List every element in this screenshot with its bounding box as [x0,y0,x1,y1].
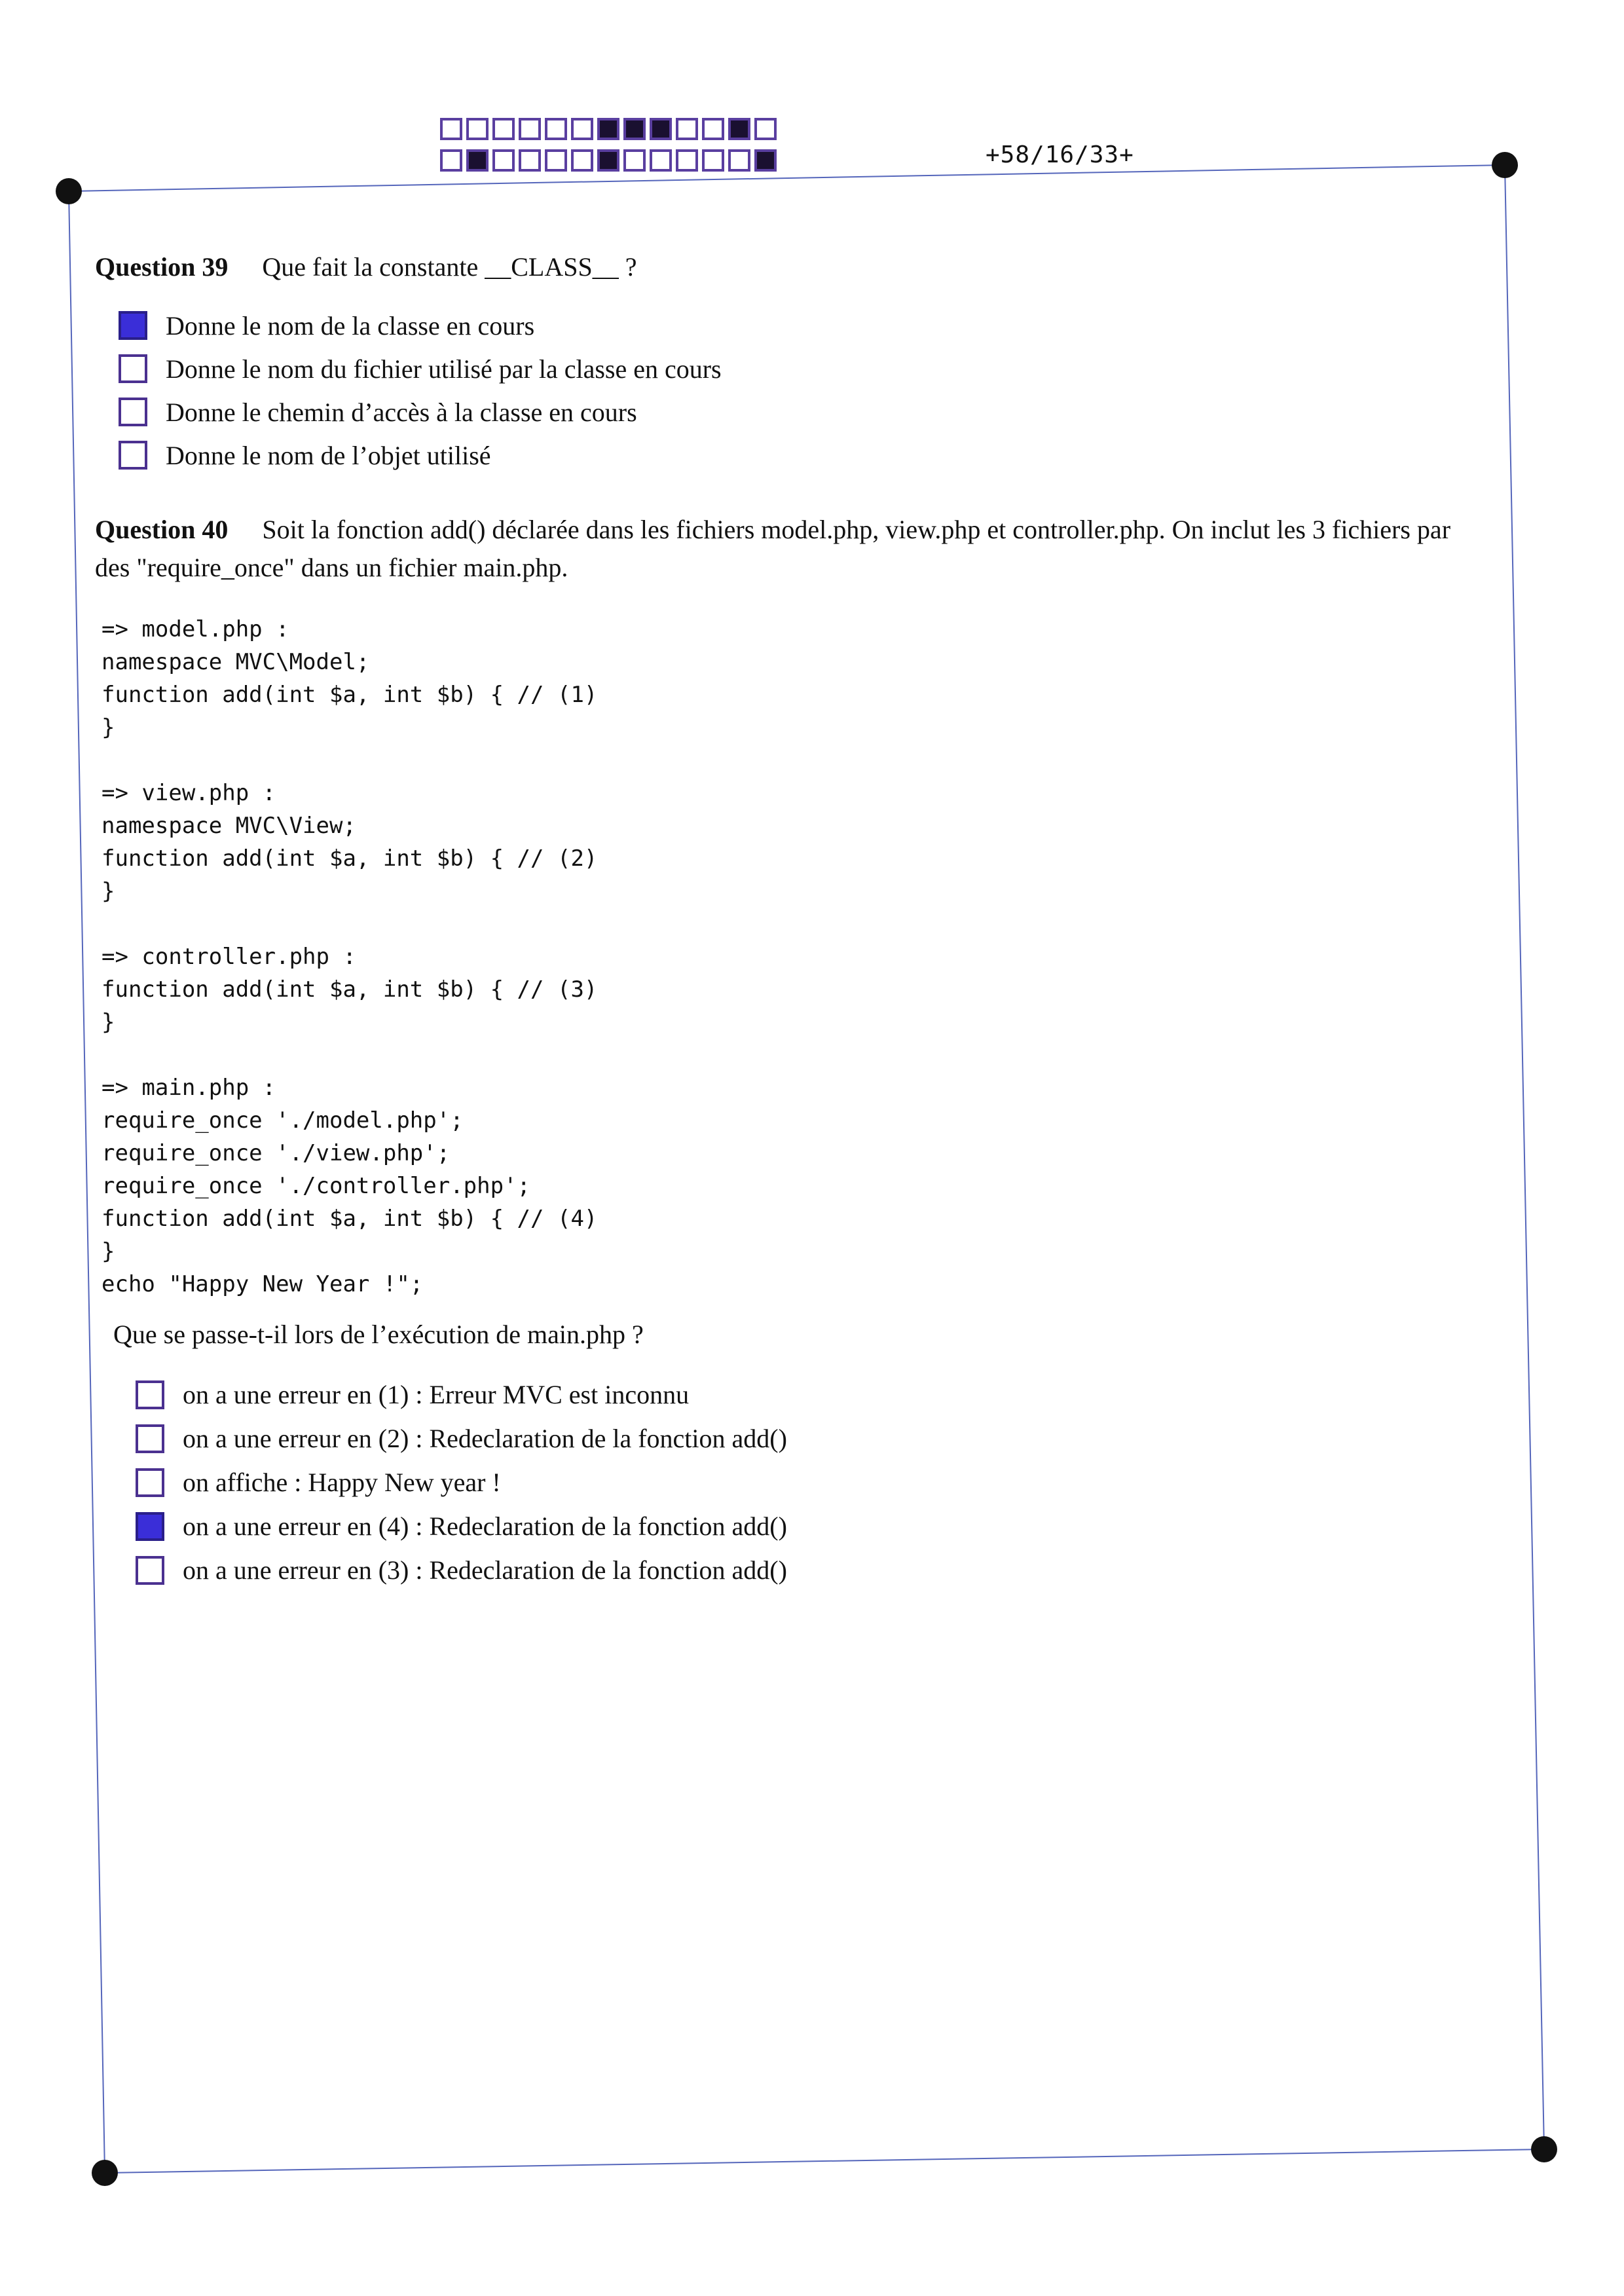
code-block [101,1071,1490,1301]
q39-answer-text-3: Donne le chemin d’accès à la classe en cours [166,397,637,427]
code-line: function add(int $a, int $b) { // (4) [101,1206,598,1232]
barcode-cell [650,149,672,172]
code-block [101,777,1490,908]
q40-checkbox-4[interactable] [136,1512,164,1541]
q39-checkbox-3[interactable] [119,398,147,426]
q40-answer-text-2: on a une erreur en (2) : Redeclaration de la fonction add() [183,1424,787,1453]
q40-answer-5[interactable] [136,1548,1490,1592]
barcode-cell [728,149,750,172]
question-39-text: Que fait la constante __CLASS__ ? [262,252,637,282]
q40-checkbox-3[interactable] [136,1468,164,1497]
code-line: } [101,1238,115,1265]
question-40-label: Question 40 [95,515,229,544]
barcode-cell [702,149,724,172]
barcode-cell [597,149,619,172]
q39-answer-4[interactable] [119,434,1490,477]
frame-top-line [69,165,1505,191]
corner-mark-bottom-right [1531,2136,1557,2162]
q40-answer-4[interactable] [136,1504,1490,1548]
barcode-cell [466,149,489,172]
question-40-answers [136,1373,1490,1592]
frame-right-line [1505,165,1544,2149]
code-line: } [101,878,115,904]
question-40-text: Soit la fonction add() déclarée dans les fichiers model.php, view.php et controller.php. On inclut les 3 fichiers par des "require_once" dans un fichier main.php. [95,515,1451,582]
barcode-cell [597,118,619,140]
question-39 [95,249,1490,477]
code-line: function add(int $a, int $b) { // (3) [101,976,598,1003]
code-line: => main.php : [101,1075,276,1101]
q40-answer-1[interactable] [136,1373,1490,1416]
q40-answer-2[interactable] [136,1416,1490,1460]
barcode-cell [466,118,489,140]
q39-checkbox-2[interactable] [119,354,147,383]
code-line: } [101,1009,115,1035]
corner-mark-top-right [1492,152,1518,178]
barcode-cell [650,118,672,140]
q39-answer-3[interactable] [119,390,1490,434]
code-line: echo "Happy New Year !"; [101,1271,424,1297]
code-line: function add(int $a, int $b) { // (2) [101,845,598,872]
q39-answer-text-1: Donne le nom de la classe en cours [166,310,535,341]
q39-checkbox-4[interactable] [119,441,147,470]
code-line: } [101,714,115,741]
q39-answer-2[interactable] [119,347,1490,390]
code-block [101,940,1490,1039]
sheet-id: +58/16/33+ [986,141,1134,168]
question-40 [95,511,1490,1592]
q39-answer-text-4: Donne le nom de l’objet utilisé [166,440,491,470]
code-block [101,613,1490,744]
barcode-cell [492,118,515,140]
barcode-cell [519,118,541,140]
question-39-label: Question 39 [95,252,229,282]
q40-checkbox-5[interactable] [136,1556,164,1585]
code-line: function add(int $a, int $b) { // (1) [101,682,598,708]
corner-mark-top-left [56,178,82,204]
code-line: require_once './model.php'; [101,1107,464,1134]
barcode-cell [492,149,515,172]
barcode-cell [623,118,646,140]
question-40-prompt: Que se passe-t-il lors de l’exécution de main.php ? [113,1320,644,1349]
q40-answer-text-3: on affiche : Happy New year ! [183,1468,501,1497]
q40-checkbox-2[interactable] [136,1424,164,1453]
code-line: require_once './controller.php'; [101,1173,531,1199]
code-line: namespace MVC\Model; [101,649,370,675]
barcode-cell [623,149,646,172]
q40-answer-text-1: on a une erreur en (1) : Erreur MVC est inconnu [183,1380,690,1409]
q40-answer-3[interactable] [136,1460,1490,1504]
q39-answer-1[interactable] [119,304,1490,347]
question-40-code [101,613,1490,1301]
barcode-cell [754,149,777,172]
code-line: => view.php : [101,780,276,806]
barcode-cell [440,149,462,172]
code-line: namespace MVC\View; [101,813,356,839]
q39-checkbox-1[interactable] [119,311,147,340]
q40-checkbox-1[interactable] [136,1380,164,1409]
question-39-answers [119,304,1490,477]
barcode-cell [571,149,593,172]
corner-mark-bottom-left [92,2160,118,2186]
q39-answer-text-2: Donne le nom du fichier utilisé par la classe en cours [166,354,722,384]
question-40-header [95,511,1490,587]
barcode-cell [754,118,777,140]
question-39-header [95,249,1490,286]
barcode-cell [728,118,750,140]
code-line: require_once './view.php'; [101,1140,451,1166]
barcode-cell [545,149,567,172]
barcode-row-top [440,118,781,140]
barcode-cell [676,149,698,172]
code-line: => controller.php : [101,944,356,970]
barcode-cell [519,149,541,172]
q40-answer-text-4: on a une erreur en (4) : Redeclaration de la fonction add() [183,1511,787,1541]
barcode-cell [545,118,567,140]
barcode-cell [676,118,698,140]
barcode-cell [571,118,593,140]
q40-answer-text-5: on a une erreur en (3) : Redeclaration de la fonction add() [183,1555,787,1585]
barcode-row-bottom [440,149,781,172]
barcode-cell [440,118,462,140]
code-line: => model.php : [101,616,289,642]
frame-bottom-line [105,2149,1544,2173]
question-content [95,249,1490,1592]
barcode-cell [702,118,724,140]
